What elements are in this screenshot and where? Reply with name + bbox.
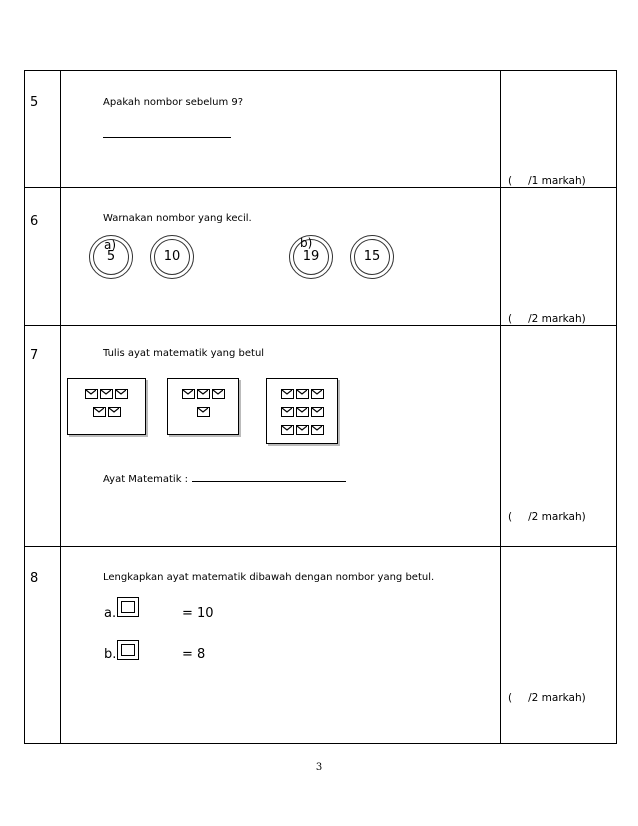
item-label: a. [104,606,117,621]
answer-line[interactable] [103,137,231,138]
question-number: 5 [30,95,39,110]
envelope-row [68,407,145,419]
envelope-icon [281,425,294,435]
number-circle[interactable]: 10 [150,235,194,279]
envelope-row [267,425,337,437]
envelope-icon [281,389,294,399]
question-text: Warnakan nombor yang kecil. [103,213,252,224]
envelope-icon [93,407,106,417]
question-row-6 [25,188,617,326]
envelope-icon [281,407,294,417]
marks-slot: ( /2 markah) [508,692,586,704]
question-number: 7 [30,348,39,363]
envelope-row [168,407,238,419]
question-row-8 [25,547,617,744]
envelope-group-box [67,378,146,435]
envelope-icon [100,389,113,399]
answer-line[interactable] [192,473,346,482]
envelope-row [68,389,145,401]
envelope-row [267,389,337,401]
marks-slot: ( /1 markah) [508,175,586,187]
envelope-row [267,407,337,419]
envelope-icon [115,389,128,399]
sub-question-label: b) [300,236,313,250]
number-circle[interactable]: 19 [289,235,333,279]
envelope-group-box [167,378,239,435]
ayat-matematik-label: Ayat Matematik : [103,473,346,485]
answer-box[interactable] [117,640,139,660]
envelope-icon [85,389,98,399]
number-circle[interactable]: 5 [89,235,133,279]
question-table [24,70,617,744]
envelope-icon [212,389,225,399]
question-number: 6 [30,214,39,229]
question-row-5 [25,71,617,188]
marks-slot: ( /2 markah) [508,313,586,325]
envelope-icon [108,407,121,417]
page-number: 3 [315,762,323,773]
envelope-icon [311,407,324,417]
equation-text: = 8 [182,647,206,662]
envelope-icon [296,425,309,435]
question-text: Lengkapkan ayat matematik dibawah dengan nombor yang betul. [103,572,435,583]
question-row-7 [25,326,617,547]
envelope-group-box [266,378,338,444]
envelope-icon [296,407,309,417]
envelope-icon [197,407,210,417]
item-label: b. [104,647,117,662]
envelope-row [168,389,238,401]
envelope-icon [311,389,324,399]
question-text: Tulis ayat matematik yang betul [103,348,265,359]
sub-question-label: a) [104,238,117,252]
envelope-icon [182,389,195,399]
marks-slot: ( /2 markah) [508,511,586,523]
envelope-icon [197,389,210,399]
number-circle[interactable]: 15 [350,235,394,279]
envelope-icon [296,389,309,399]
answer-box[interactable] [117,597,139,617]
envelope-icon [311,425,324,435]
question-number: 8 [30,571,39,586]
question-text: Apakah nombor sebelum 9? [103,97,244,108]
equation-text: = 10 [182,606,214,621]
